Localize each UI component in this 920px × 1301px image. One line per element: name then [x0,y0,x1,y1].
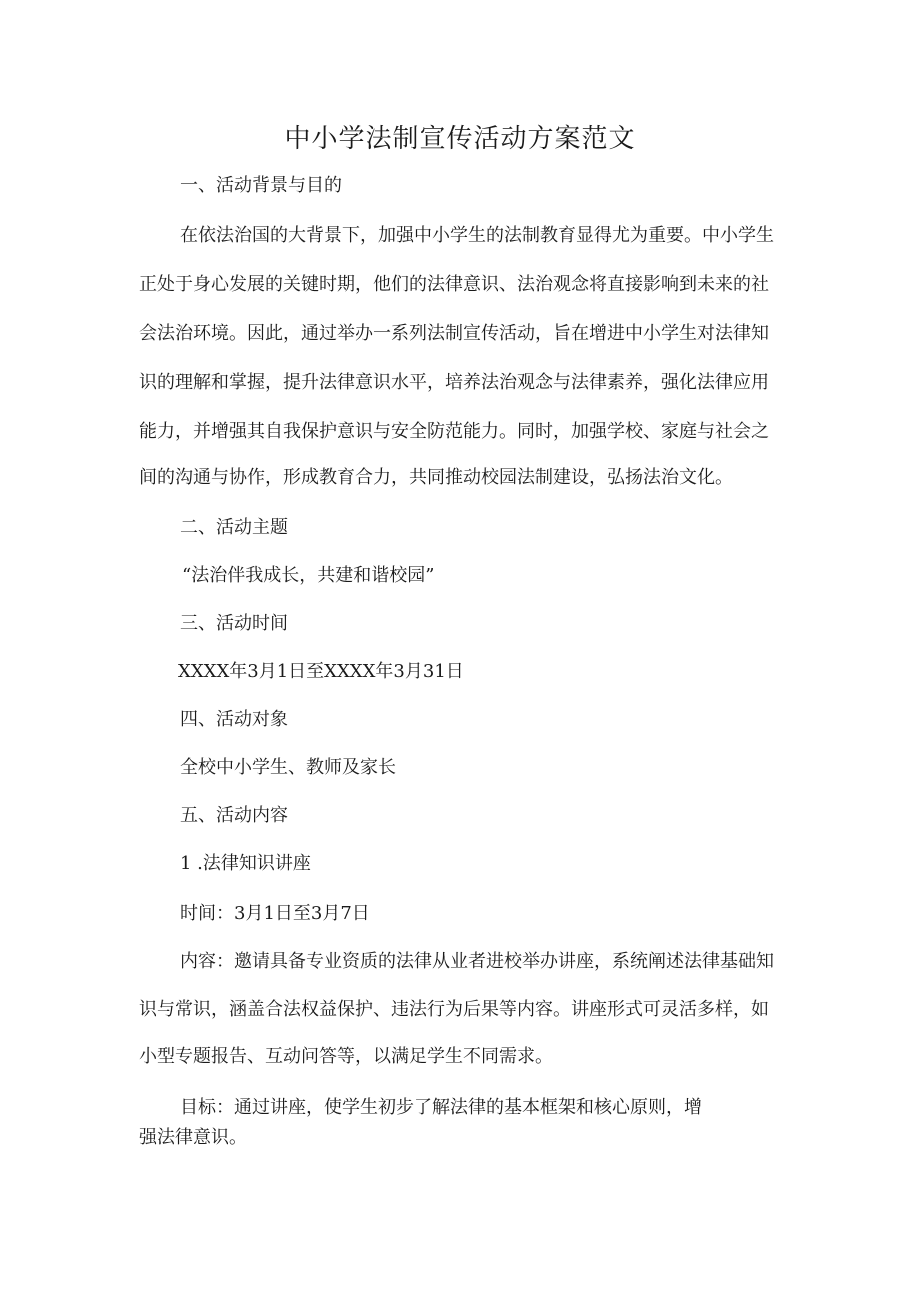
paragraph-line: 识与常识，涵盖合法权益保护、违法行为后果等内容。讲座形式可灵活多样，如 [139,999,769,1020]
activity-audience: 全校中小学生、教师及家长 [180,757,396,778]
lecture-time: 时间：3月1日至3月7日 [180,903,370,924]
paragraph-line: 识的理解和掌握，提升法律意识水平，培养法治观念与法律素养，强化法律应用 [139,372,769,393]
paragraph-line: 会法治环境。因此，通过举办一系列法制宣传活动，旨在增进中小学生对法律知 [139,323,769,344]
paragraph-line: 在依法治国的大背景下，加强中小学生的法制教育显得尤为重要。中小学生 [180,225,774,246]
paragraph-line: 小型专题报告、互动问答等，以满足学生不同需求。 [139,1046,553,1067]
paragraph-line: 目标：通过讲座，使学生初步了解法律的基本框架和核心原则，增 [180,1097,702,1118]
section-heading-theme: 二、活动主题 [180,517,288,538]
section-heading-time: 三、活动时间 [180,613,288,634]
activity-date-range: XXXX年3月1日至XXXX年3月31日 [178,661,464,682]
document-title: 中小学法制宣传活动方案范文 [284,124,636,154]
paragraph-line: 内容：邀请具备专业资质的法律从业者进校举办讲座，系统阐述法律基础知 [180,951,774,972]
paragraph-line: 正处于身心发展的关键时期，他们的法律意识、法治观念将直接影响到未来的社 [139,274,769,295]
paragraph-line: 强法律意识。 [139,1127,247,1148]
section-heading-audience: 四、活动对象 [180,709,288,730]
paragraph-line: 能力，并增强其自我保护意识与安全防范能力。同时，加强学校、家庭与社会之 [139,421,769,442]
paragraph-line: 间的沟通与协作，形成教育合力，共同推动校园法制建设，弘扬法治文化。 [139,467,733,488]
section-heading-background: 一、活动背景与目的 [180,175,342,196]
section-heading-content: 五、活动内容 [180,805,288,826]
item-heading-lecture: 1 .法律知识讲座 [180,853,311,874]
theme-slogan: “法治伴我成长，共建和谐校园” [182,565,435,586]
